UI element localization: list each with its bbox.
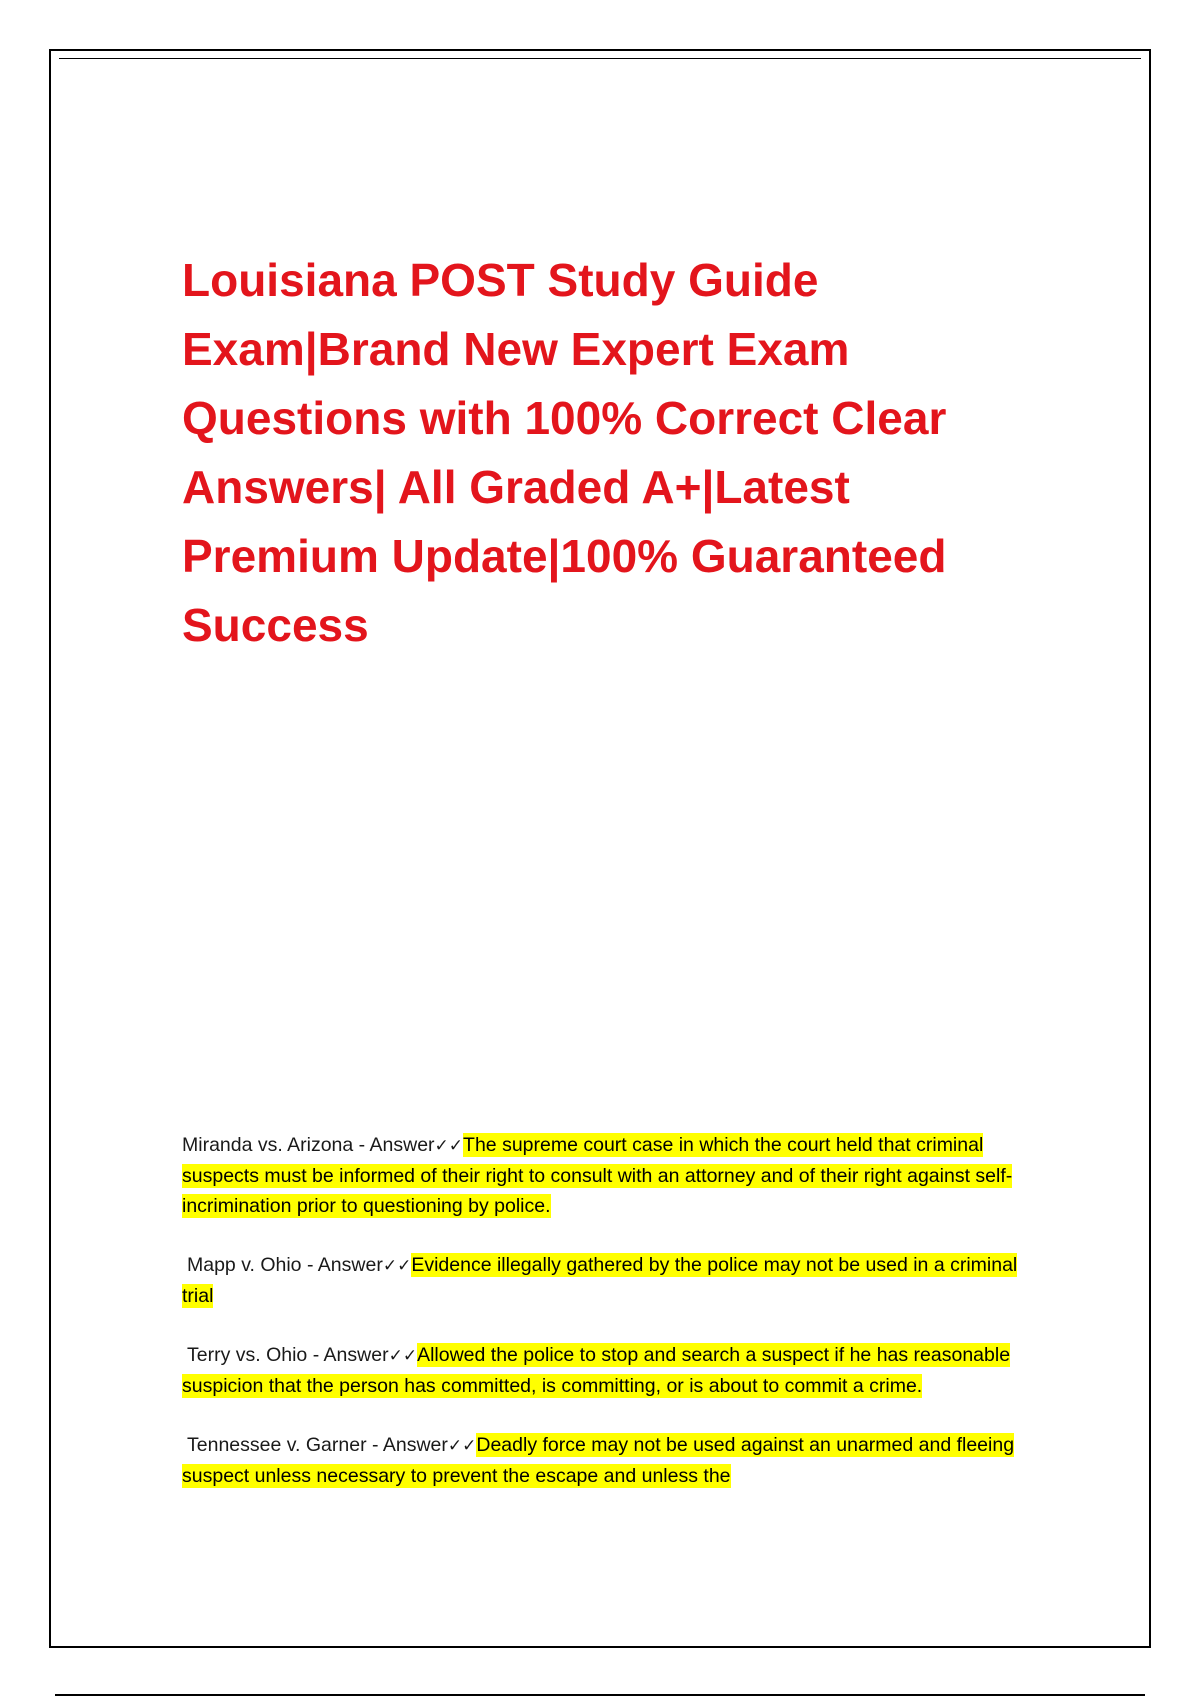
double-check-icon: ✓✓ [388,1346,418,1366]
highlighted-answer: The supreme court case in which the court held that criminal suspects must be informed of their right to consult with an attorney and of their right against self-incrimination prior to questioning by police. [182,1134,1013,1217]
separator: - [301,1254,318,1276]
double-check-icon: ✓✓ [447,1436,477,1456]
separator: - [366,1434,383,1456]
qa-item-miranda [182,1130,1032,1221]
qa-item-terry [182,1340,1032,1401]
qa-item-mapp [182,1250,1032,1311]
qa-list [182,1130,1032,1520]
answer-label: Answer [382,1434,448,1456]
qa-item-garner [182,1430,1032,1491]
question-text: Terry vs. Ohio [187,1344,308,1366]
question-text: Miranda vs. Arizona [182,1134,354,1156]
answer-label: Answer [323,1344,389,1366]
page-bottom-rule [55,1694,1145,1696]
document-title: Louisiana POST Study Guide Exam|Brand New Expert Exam Questions with 100% Correct Clear Answers| All Graded A+|Latest Premium Update|100% Guaranteed Success [182,254,947,651]
highlighted-answer: Deadly force may not be used against an unarmed and fleeing suspect unless necessary to prevent the escape and unless the [182,1434,1015,1487]
question-text: Mapp v. Ohio [187,1254,302,1276]
double-check-icon: ✓✓ [434,1136,464,1156]
question-text: Tennessee v. Garner [187,1434,367,1456]
top-inner-rule [59,58,1141,59]
answer-label: Answer [317,1254,383,1276]
separator: - [307,1344,324,1366]
separator: - [353,1134,370,1156]
double-check-icon: ✓✓ [382,1256,412,1276]
highlighted-answer: Allowed the police to stop and search a suspect if he has reasonable suspicion that the person has committed, is committing, or is about to commit a crime. [182,1344,1011,1397]
highlighted-answer: Evidence illegally gathered by the police may not be used in a criminal trial [182,1254,1018,1307]
answer-label: Answer [369,1134,435,1156]
